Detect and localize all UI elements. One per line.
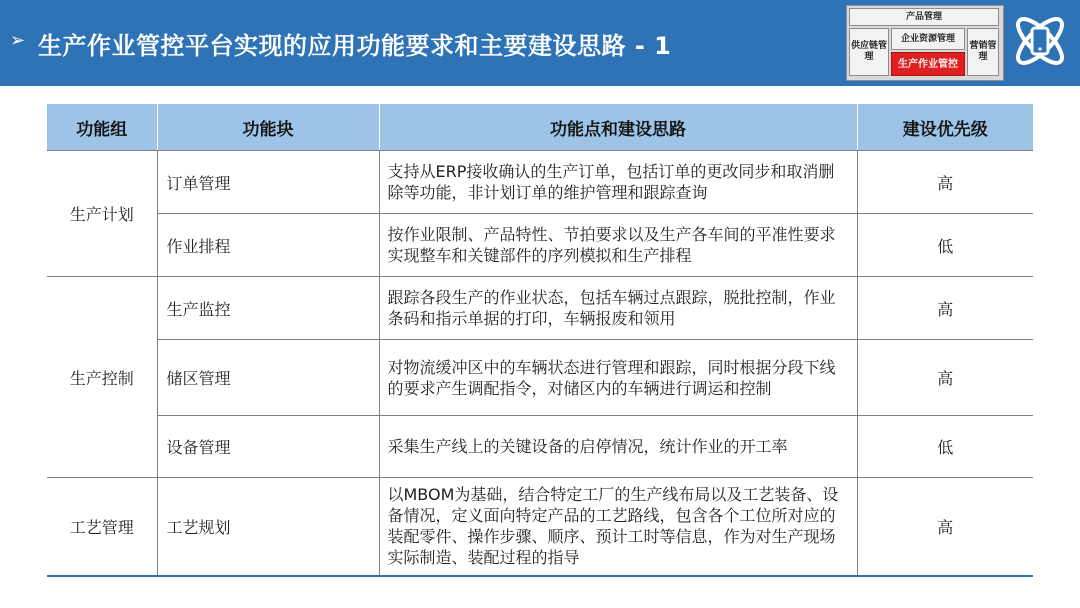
map-erp: 企业资源管理 [891, 28, 965, 50]
atom-phone-icon [1008, 8, 1072, 74]
priority-cell: 高 [857, 151, 1033, 214]
system-map [846, 5, 1004, 81]
group-cell: 工艺管理 [47, 478, 157, 576]
priority-cell: 高 [857, 478, 1033, 576]
block-cell: 工艺规划 [157, 478, 379, 576]
priority-cell: 低 [857, 416, 1033, 478]
table-row [47, 478, 1033, 576]
block-cell: 订单管理 [157, 151, 379, 214]
table-row [47, 340, 1033, 416]
desc-cell: 按作业限制、产品特性、节拍要求以及生产各车间的平准性要求实现整车和关键部件的序列模拟和生产排程 [379, 214, 857, 277]
table-header-row [47, 104, 1033, 151]
desc-cell: 跟踪各段生产的作业状态，包括车辆过点跟踪，脱批控制，作业条码和指示单据的打印，车辆报废和领用 [379, 277, 857, 340]
page-title: 生产作业管控平台实现的应用功能要求和主要建设思路 - 1 [38, 32, 672, 60]
function-table [47, 104, 1033, 577]
header-bar [0, 0, 1080, 86]
block-cell: 生产监控 [157, 277, 379, 340]
priority-cell: 高 [857, 340, 1033, 416]
desc-cell: 支持从ERP接收确认的生产订单，包括订单的更改同步和取消删除等功能，非计划订单的维护管理和跟踪查询 [379, 151, 857, 214]
table-row [47, 277, 1033, 340]
group-cell: 生产控制 [47, 277, 157, 478]
table-row [47, 416, 1033, 478]
col-header-group: 功能组 [47, 104, 157, 151]
table-row [47, 151, 1033, 214]
arrow-bullet-icon: ➢ [10, 30, 26, 51]
block-cell: 储区管理 [157, 340, 379, 416]
group-cell: 生产计划 [47, 151, 157, 277]
col-header-block: 功能块 [157, 104, 379, 151]
map-product-management: 产品管理 [849, 8, 999, 26]
map-production-control-highlight: 生产作业管控 [891, 52, 965, 76]
desc-cell: 对物流缓冲区中的车辆状态进行管理和跟踪，同时根据分段下线的要求产生调配指令，对储区内的车辆进行调运和控制 [379, 340, 857, 416]
desc-cell: 采集生产线上的关键设备的启停情况，统计作业的开工率 [379, 416, 857, 478]
desc-cell: 以MBOM为基础，结合特定工厂的生产线布局以及工艺装备、设备情况，定义面向特定产品的工艺路线，包含各个工位所对应的装配零件、操作步骤、顺序、预计工时等信息，作为对生产现场实际制造、装配过程的指导 [379, 478, 857, 576]
block-cell: 作业排程 [157, 214, 379, 277]
priority-cell: 低 [857, 214, 1033, 277]
col-header-desc: 功能点和建设思路 [379, 104, 857, 151]
map-marketing: 营销管理 [967, 28, 999, 76]
table-row [47, 214, 1033, 277]
map-supply-chain: 供应链管理 [849, 28, 889, 76]
block-cell: 设备管理 [157, 416, 379, 478]
priority-cell: 高 [857, 277, 1033, 340]
col-header-priority: 建设优先级 [857, 104, 1033, 151]
